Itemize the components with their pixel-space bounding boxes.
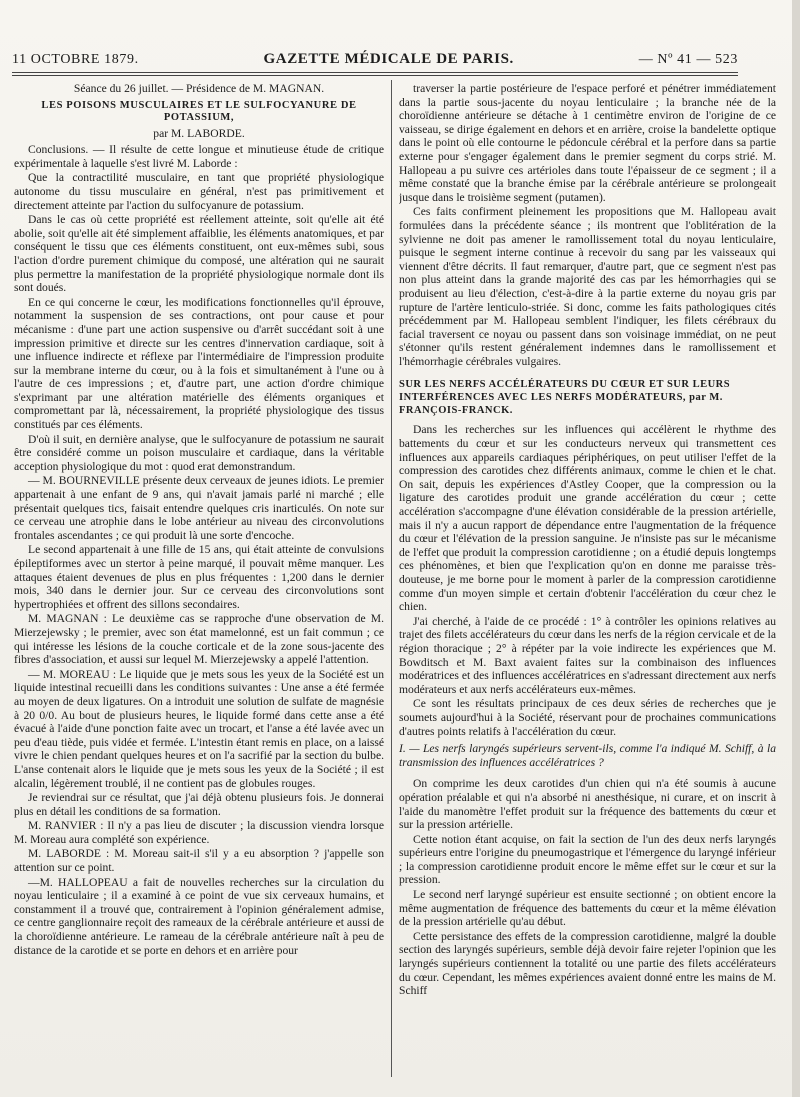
issue-number-page — [639, 52, 738, 68]
paragraph: M. LABORDE : M. Moreau sait-il s'il y a eu absorption ? j'appelle son attention sur ce point. — [14, 847, 384, 875]
paragraph: M. MAGNAN : Le deuxième cas se rapproche d'une observation de M. Mierzejewsky ; le premier, avec son état mamelonné, est un fait commun ; ce qui intéresse les lésions de la couche corticale et de la zone sous-jacente des fibres d'association, et aussi sur lequel M. Mierzejewsky a appelé l'attention. — [14, 612, 384, 667]
journal-title: GAZETTE MÉDICALE DE PARIS. — [263, 51, 514, 67]
paragraph: En ce qui concerne le cœur, les modifications fonctionnelles qu'il éprouve, notamment la suspension de ses contractions, ont pour cause et pour mécanisme : d'une part une action suspensive ou d'arrêt succédant soit à une impression primitive et directe sur les centres d'innervation cardiaque, soit à une influence indirecte et réflexe par l'intermédiaire de l'impression produite sur la membrane interne du cœur, ou à la fois et simultanément à l'une ou à l'autre de ces impressions ; et, d'autre part, une action d'ordre chimique s'exprimant par une altération matérielle des éléments organiques et compromettant par là, nécessairement, la propriété physiologique des tissus constitués par ces éléments. — [14, 295, 384, 432]
question-heading: I. — Les nerfs laryngés supérieurs servent-ils, comme l'a indiqué M. Schiff, à la transmission des influences accélératrices ? — [399, 742, 776, 769]
header-rule — [12, 72, 738, 76]
paragraph: Le second appartenait à une fille de 15 ans, qui était atteinte de convulsions épileptiformes avec un stertor à peine marqué, il pouvait même manquer. Les attaques étaient devenues de plus en plus fréquentes : 1,200 dans le dernier mois, 340 dans le dernier jour. Sur ce cerveau des circonvolutions sont hypertrophiées et offrent des sillons secondaires. — [14, 543, 384, 611]
left-column — [14, 82, 384, 1079]
paragraph: M. RANVIER : Il n'y a pas lieu de discuter ; la discussion viendra lorsque M. Moreau aura complété son expérience. — [14, 819, 384, 846]
byline-laborde: par M. LABORDE. — [153, 126, 245, 140]
issue-number: — Nº 41 — — [638, 52, 712, 67]
section-title-nerfs: SUR LES NERFS ACCÉLÉRATEURS DU CŒUR ET SUR LEURS INTERFÉRENCES AVEC LES NERFS MODÉRATEURS, par M. FRANÇOIS-FRANCK. — [399, 379, 731, 417]
paragraph: Cette notion étant acquise, on fait la section de l'un des deux nerfs laryngés supérieurs entre l'origine du pneumogastrique et l'émergence du laryngé inférieur ; la compression carotidienne produit encore le même effet sur le cœur et sur la pression. — [399, 832, 776, 887]
paragraph: Le second nerf laryngé supérieur est ensuite sectionné ; on obtient encore la même augmentation de fréquence des battements du cœur et la même élévation de la pression artérielle qu'au début. — [399, 888, 776, 929]
paragraph: — M. BOURNEVILLE présente deux cerveaux de jeunes idiots. Le premier appartenait à une enfant de 9 ans, qui n'avait jamais parlé ni marché ; elle présentait quelques tics, faisait entendre quelques cris inarticulés. On note sur ce cerveau une atrophie dans le lobe antérieur au niveau des circonvolutions frontales ascendantes ; ce qui produit là une sorte d'encoche. — [14, 474, 384, 542]
paragraph: Cette persistance des effets de la compression carotidienne, malgré la double section des laryngés supérieurs, semble déjà devoir faire rejeter l'opinion que les laryngés supérieurs contiennent la totalité ou une partie des filets accélérateurs du cœur. Cependant, les mêmes expériences avaient donné entre les mains de M. Schiff — [399, 929, 776, 998]
page-edge — [792, 0, 800, 1097]
paragraph: J'ai cherché, à l'aide de ce procédé : 1° à contrôler les opinions relatives au trajet des filets accélérateurs du cœur dans les nerfs de la région cervicale et de la région thoracique ; 2° à répéter par la voie indirecte les expériences que M. Bowditsch et M. Baxt avaient faites sur la combinaison des influences modératrices et des influences accélératrices en s'adressant directement aux nerfs modérateurs et aux nerfs accélérateurs eux-mêmes. — [399, 614, 776, 696]
seance-heading: Séance du 26 juillet. — Présidence de M. MAGNAN. — [73, 82, 325, 95]
page-header — [12, 42, 738, 68]
paragraph: traverser la partie postérieure de l'espace perforé et pénétrer immédiatement dans la partie sous-jacente du noyau lenticulaire ; la branche née de la choroïdienne antérieure se détache à 1 centimètre environ de l'origine de ce vaisseau, se dirige également en dehors et en arrière, croise la bandelette optique dans le point où elle contourne le pédoncule cérébral et la perfore dans sa partie externe pour s'engager également dans le premier segment du corps strié. M. Hallopeau a pu suivre ces artérioles dans toute l'épaisseur de ce segment ; il a même constaté que la branche émise par la cérébrale antérieure se prolongeait jusque dans le troisième segment (putamen). — [399, 82, 776, 204]
paragraph: On comprime les deux carotides d'un chien qui n'a été soumis à aucune opération préalable et qui n'a absorbé ni anesthésique, ni curare, et on inscrit à l'aide du manomètre l'effet produit sur la fréquence des battements du cœur et sur la pression artérielle. — [399, 777, 776, 832]
issue-date: 11 OCTOBRE 1879. — [12, 52, 139, 67]
paragraph: — M. MOREAU : Le liquide que je mets sous les yeux de la Société est un liquide intestinal recueilli dans les conditions suivantes : Une anse a été fermée au moyen de deux ligatures. On a introduit une solution de sulfate de magnésie à 20 0/0. Au bout de plusieurs heures, le liquide formé dans cette anse a été évacué à l'aide d'une ponction faite avec un trocart, et l'anse a été lavée avec un peu d'eau tiède, puis vidée et fermée. L'intestin étant remis en place, on a laissé vivre le chien pendant quelques heures et on l'a sacrifié par la section du bulbe. L'anse contenait alors le liquide que je mets sous les yeux de la Société ; il est alcalin, légèrement troublé, il ne contient pas de globules rouges. — [14, 667, 384, 790]
paragraph: —M. HALLOPEAU a fait de nouvelles recherches sur la circulation du noyau lenticulaire ; il a examiné à ce point de vue six cerveaux humains, et constamment il a trouvé que, contrairement à l'opinion généralement admise, ce centre ganglionnaire reçoit des rameaux de la cérébrale antérieure et aussi de la choroïdienne antérieure. Le rameau de la cérébrale antérieure naît à peu de distance de la carotide et se porte en dehors et en arrière pour — [14, 875, 384, 957]
section-title-poisons: LES POISONS MUSCULAIRES ET LE SULFOCYANURE DE POTASSIUM, — [41, 99, 357, 123]
paragraph: Je reviendrai sur ce résultat, que j'ai déjà obtenu plusieurs fois. Je donnerai plus en détail les conditions de sa formation. — [14, 791, 384, 818]
page-number: 523 — [715, 52, 738, 67]
paragraph: Conclusions. — Il résulte de cette longue et minutieuse étude de critique expérimentale à laquelle s'est livré M. Laborde : — [14, 143, 384, 170]
paragraph: Ce sont les résultats principaux de ces deux séries de recherches que je soumets aujourd'hui à la Société, réservant pour de prochaines communications d'autres points relatifs à l'accélération du cœur. — [399, 697, 776, 738]
column-divider — [391, 80, 392, 1077]
paragraph: D'où il suit, en dernière analyse, que le sulfocyanure de potassium ne saurait être considéré comme un poison musculaire et cardiaque, dans la véritable acception physiologique du mot : quod erat demonstrandum. — [14, 432, 384, 473]
paragraph: Dans les recherches sur les influences qui accélèrent le rhythme des battements du cœur et sur les conducteurs nerveux qui transmettent ces influences aux appareils cardiaques périphériques, on peut utiliser l'effet de la compression des carotides chez différents animaux, comme le chien et le chat. On sait, depuis les expériences d'Astley Cooper, que la compression ou la ligature des carotides produit une grande accélération du cœur ; cette accélération s'accompagne d'une élévation considérable de la pression artérielle, mais il n'y a aucun rapport de dépendance entre l'augmentation de la fréquence du cœur et l'élévation de la pression sanguine. Je n'insiste pas sur le mécanisme de l'effet que produit la compression carotidienne ; on a étudié depuis longtemps ces phénomènes, et bien que l'explication qu'on en donne me paraisse très-douteuse, je me borne pour le moment à parler de la compression carotidienne comme d'un moyen simple et certain d'obtenir l'accélération du cœur chez le chien. — [399, 423, 776, 614]
paragraph: Que la contractilité musculaire, en tant que propriété physiologique autonome du tissu musculaire en général, n'est pas primitivement et directement atteinte par l'action du sulfocyanure de potassium. — [14, 171, 384, 212]
right-column — [399, 82, 776, 1079]
paragraph: Dans le cas où cette propriété est réellement atteinte, soit qu'elle ait été abolie, soit qu'elle ait été simplement affaiblie, les éléments anatomiques, et par conséquent le tissu que ces éléments constituent, ont eux-mêmes subi, sous l'action d'ordre purement chimique du composé, une altération qui ne saurait plus permettre la manifestation de la propriété physiologique normale dont ils sont doués. — [14, 213, 384, 295]
paragraph: Ces faits confirment pleinement les propositions que M. Hallopeau avait formulées dans la précédente séance ; ils montrent que l'oblitération de la sylvienne ne doit pas amener le ramollissement total du noyau lenticulaire, puisque le segment interne continue à recevoir du sang par les vaisseaux qui viennent d'être décrits. Il faut remarquer, d'autre part, que ce segment n'est pas non plus atteint dans la grande majorité des cas par les hémorrhagies qui se produisent au lieu d'élection, c'est-à-dire à la partie externe du noyau gris par rupture de l'artère lenticulo-striée. Si donc, comme les faits pathologiques cités précédemment par M. Hallopeau semblent l'indiquer, les filets cérébraux du facial traversent ce noyau ou passent dans son voisinage immédiat, on ne peut s'étonner qu'ils restent généralement indemnes dans le ramollissement et l'hémorrhagie cérébrales vulgaires. — [399, 205, 776, 368]
